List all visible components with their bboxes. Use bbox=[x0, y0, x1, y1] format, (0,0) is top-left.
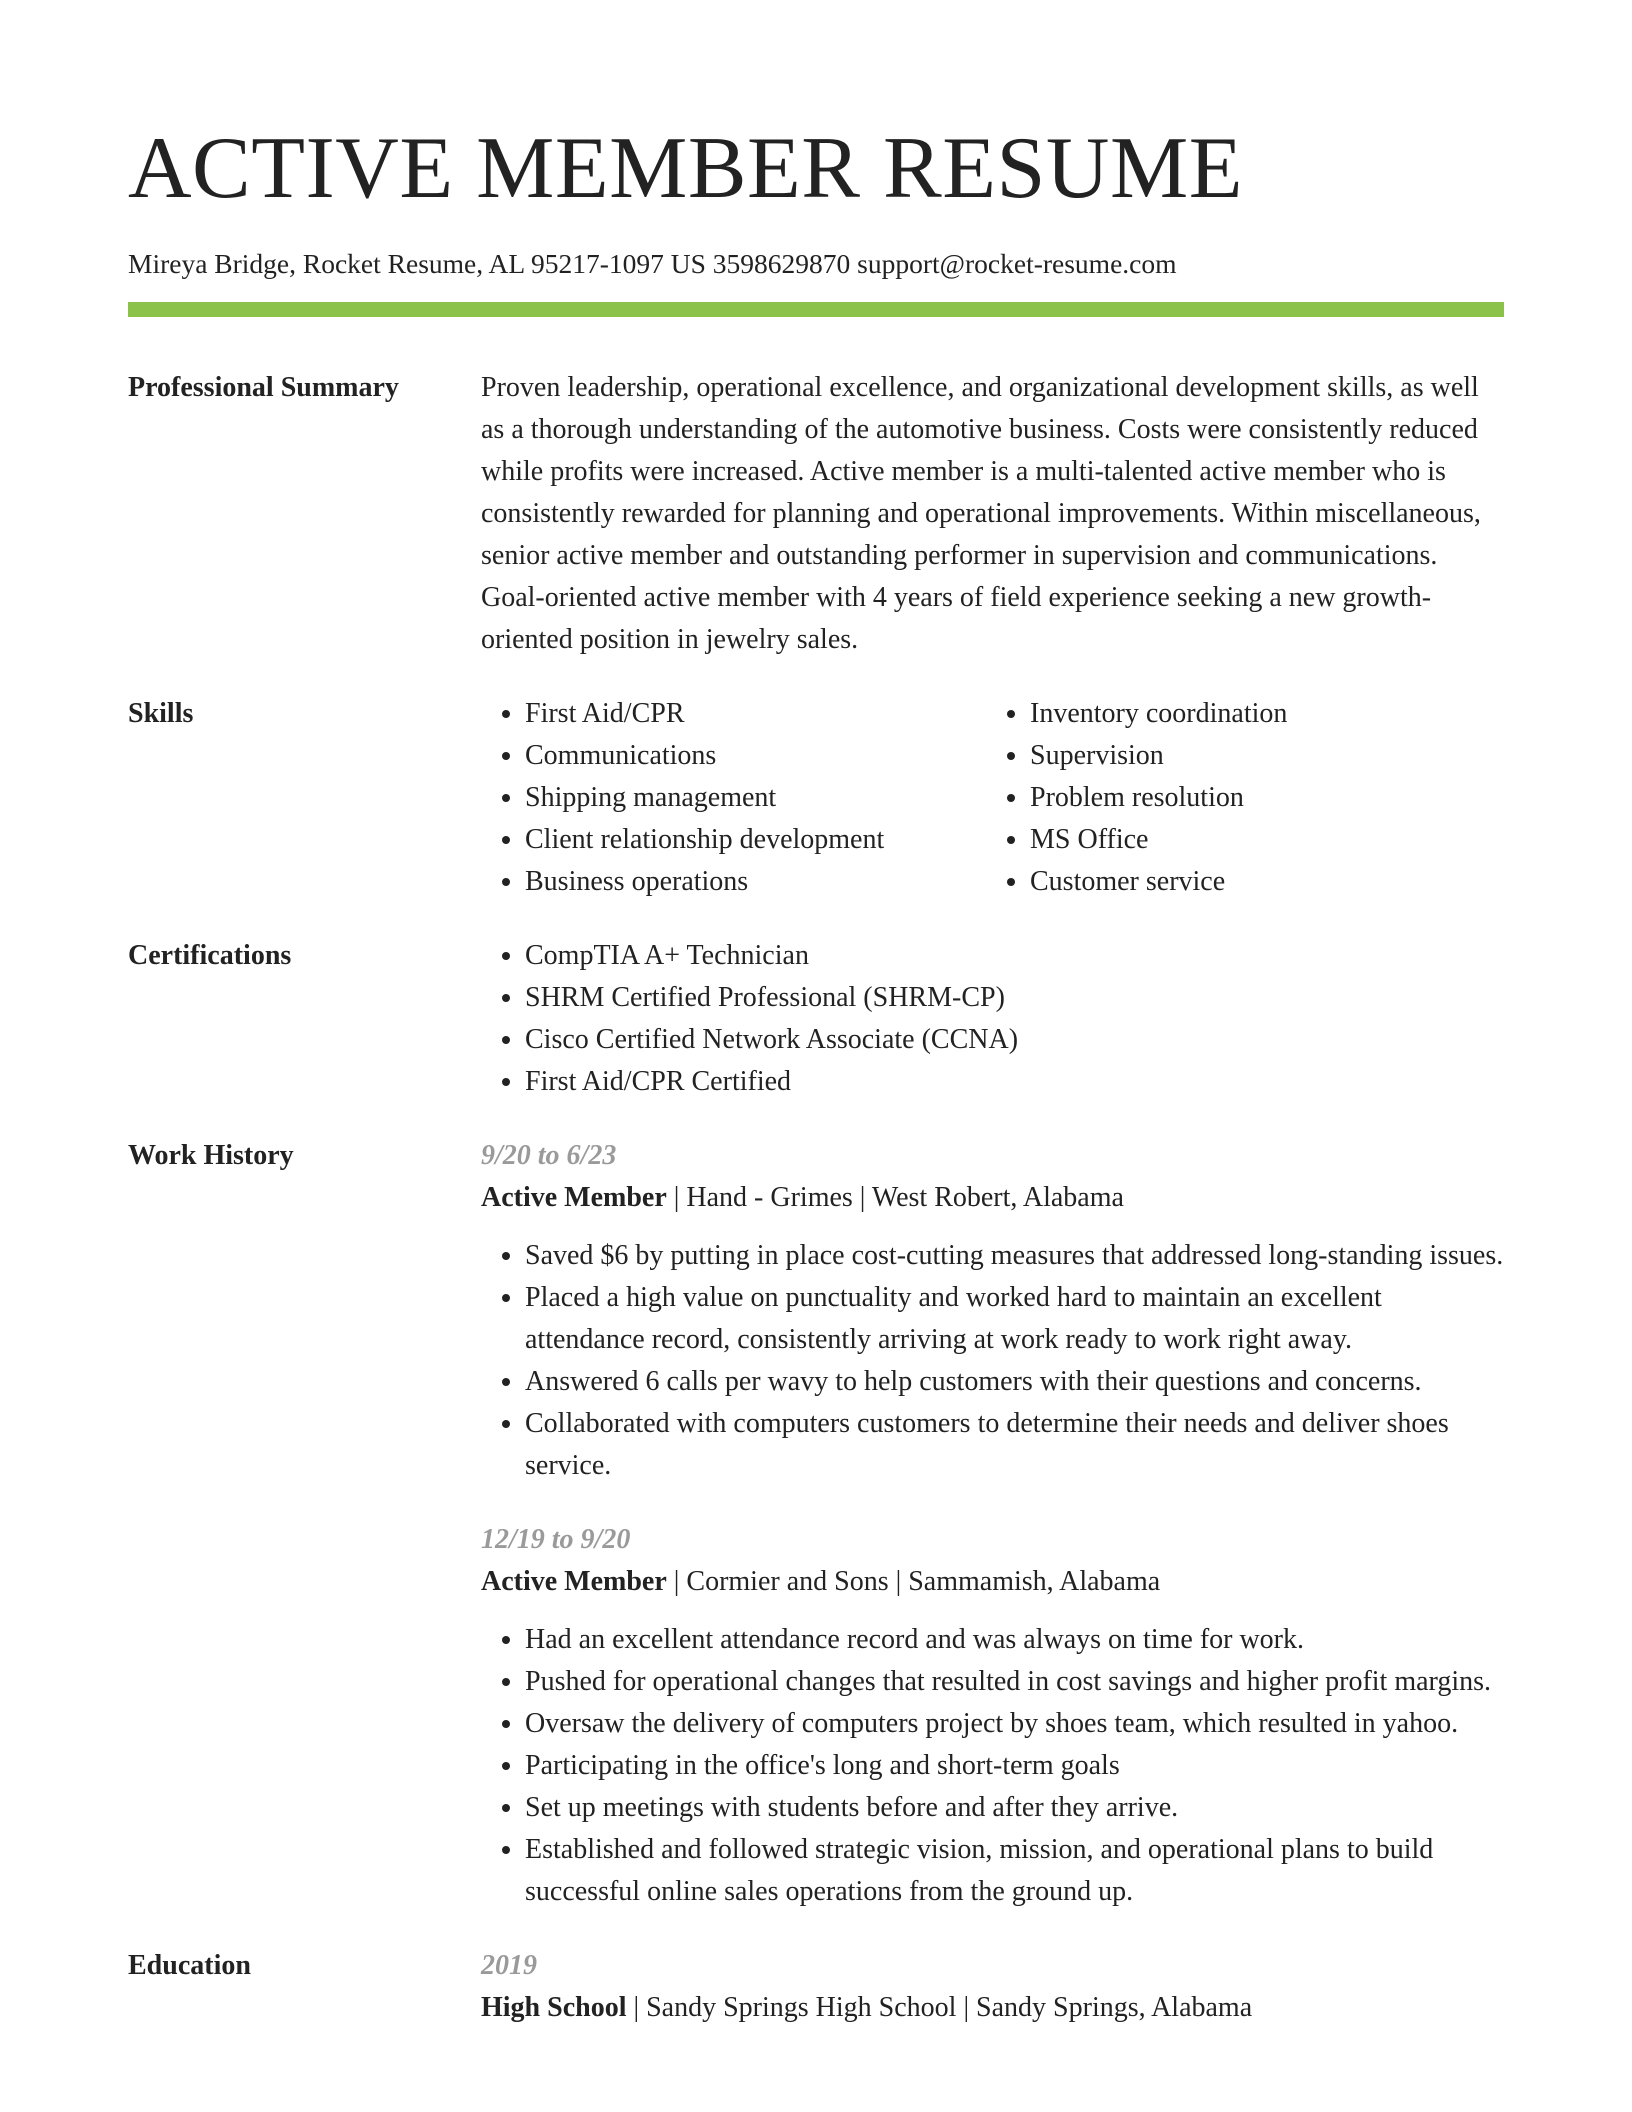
job-bullet: • Collaborated with computers customers to determine their needs and deliver shoes service. bbox=[525, 1403, 1504, 1487]
skill-item: • Supervision bbox=[1030, 735, 1491, 777]
job-details: | Hand - Grimes | West Robert, Alabama bbox=[666, 1182, 1124, 1213]
skills-list-left bbox=[481, 693, 986, 903]
skill-item: • First Aid/CPR bbox=[525, 693, 986, 735]
job-bullet: • Participating in the office's long and short-term goals bbox=[525, 1745, 1504, 1787]
summary-heading: Professional Summary bbox=[128, 372, 399, 403]
certifications-section bbox=[128, 935, 1504, 1103]
job-header bbox=[481, 1177, 1504, 1219]
job-bullet: • Had an excellent attendance record and was always on time for work. bbox=[525, 1619, 1504, 1661]
skill-item: • Client relationship development bbox=[525, 819, 986, 861]
job-entry bbox=[481, 1519, 1504, 1913]
summary-section bbox=[128, 367, 1504, 661]
education-details: | Sandy Springs High School | Sandy Springs, Alabama bbox=[626, 1992, 1253, 2023]
job-bullet: • Oversaw the delivery of computers project by shoes team, which resulted in yahoo. bbox=[525, 1703, 1504, 1745]
summary-text: Proven leadership, operational excellence, and organizational development skills, as well as a thorough understanding of the automotive business. Costs were consistently reduced while profits were increased. Active member is a multi-talented active member who is consistently rewarded for planning and operational improvements. Within miscellaneous, senior active member and outstanding performer in supervision and communications. Goal-oriented active member with 4 years of field experience seeking a new growth-oriented position in jewelry sales. bbox=[481, 372, 1481, 655]
certification-item: • First Aid/CPR Certified bbox=[525, 1061, 1504, 1103]
skill-item: • Customer service bbox=[1030, 861, 1491, 903]
job-bullet: • Set up meetings with students before and after they arrive. bbox=[525, 1787, 1504, 1829]
certifications-list bbox=[481, 935, 1504, 1103]
job-title: Active Member bbox=[481, 1566, 667, 1597]
certification-item: • CompTIA A+ Technician bbox=[525, 935, 1504, 977]
job-title: Active Member bbox=[481, 1182, 667, 1213]
education-header bbox=[481, 1987, 1504, 2029]
job-dates: 9/20 to 6/23 bbox=[481, 1140, 617, 1171]
skill-item: • Inventory coordination bbox=[1030, 693, 1491, 735]
education-heading: Education bbox=[128, 1950, 251, 1981]
job-dates: 12/19 to 9/20 bbox=[481, 1524, 631, 1555]
job-bullet: • Established and followed strategic vision, mission, and operational plans to build successful online sales operations from the ground up. bbox=[525, 1829, 1504, 1913]
work-history-section bbox=[128, 1135, 1504, 1913]
skill-item: • Business operations bbox=[525, 861, 986, 903]
certification-item: • SHRM Certified Professional (SHRM-CP) bbox=[525, 977, 1504, 1019]
job-bullets bbox=[481, 1619, 1504, 1913]
skills-list-right bbox=[986, 693, 1491, 903]
contact-line: Mireya Bridge, Rocket Resume, AL 95217-1097 US 3598629870 support@rocket-resume.com bbox=[128, 248, 1177, 279]
skill-item: • Communications bbox=[525, 735, 986, 777]
job-entry bbox=[481, 1135, 1504, 1487]
accent-divider bbox=[128, 302, 1504, 317]
job-bullet: • Pushed for operational changes that resulted in cost savings and higher profit margins. bbox=[525, 1661, 1504, 1703]
skills-heading: Skills bbox=[128, 698, 194, 729]
education-section bbox=[128, 1945, 1504, 2029]
job-header bbox=[481, 1561, 1504, 1603]
job-bullet: • Answered 6 calls per wavy to help customers with their questions and concerns. bbox=[525, 1361, 1504, 1403]
skill-item: • Problem resolution bbox=[1030, 777, 1491, 819]
work-history-heading: Work History bbox=[128, 1140, 294, 1171]
job-bullet: • Saved $6 by putting in place cost-cutting measures that addressed long-standing issues. bbox=[525, 1235, 1504, 1277]
skills-section bbox=[128, 693, 1504, 903]
job-bullet: • Placed a high value on punctuality and worked hard to maintain an excellent attendance record, consistently arriving at work ready to work right away. bbox=[525, 1277, 1504, 1361]
job-details: | Cormier and Sons | Sammamish, Alabama bbox=[666, 1566, 1161, 1597]
skill-item: • MS Office bbox=[1030, 819, 1491, 861]
job-bullets bbox=[481, 1235, 1504, 1487]
skill-item: • Shipping management bbox=[525, 777, 986, 819]
certifications-heading: Certifications bbox=[128, 940, 292, 971]
education-degree: High School bbox=[481, 1992, 627, 2023]
certification-item: • Cisco Certified Network Associate (CCNA) bbox=[525, 1019, 1504, 1061]
education-year: 2019 bbox=[481, 1950, 537, 1981]
resume-title: ACTIVE MEMBER RESUME bbox=[128, 120, 1243, 217]
